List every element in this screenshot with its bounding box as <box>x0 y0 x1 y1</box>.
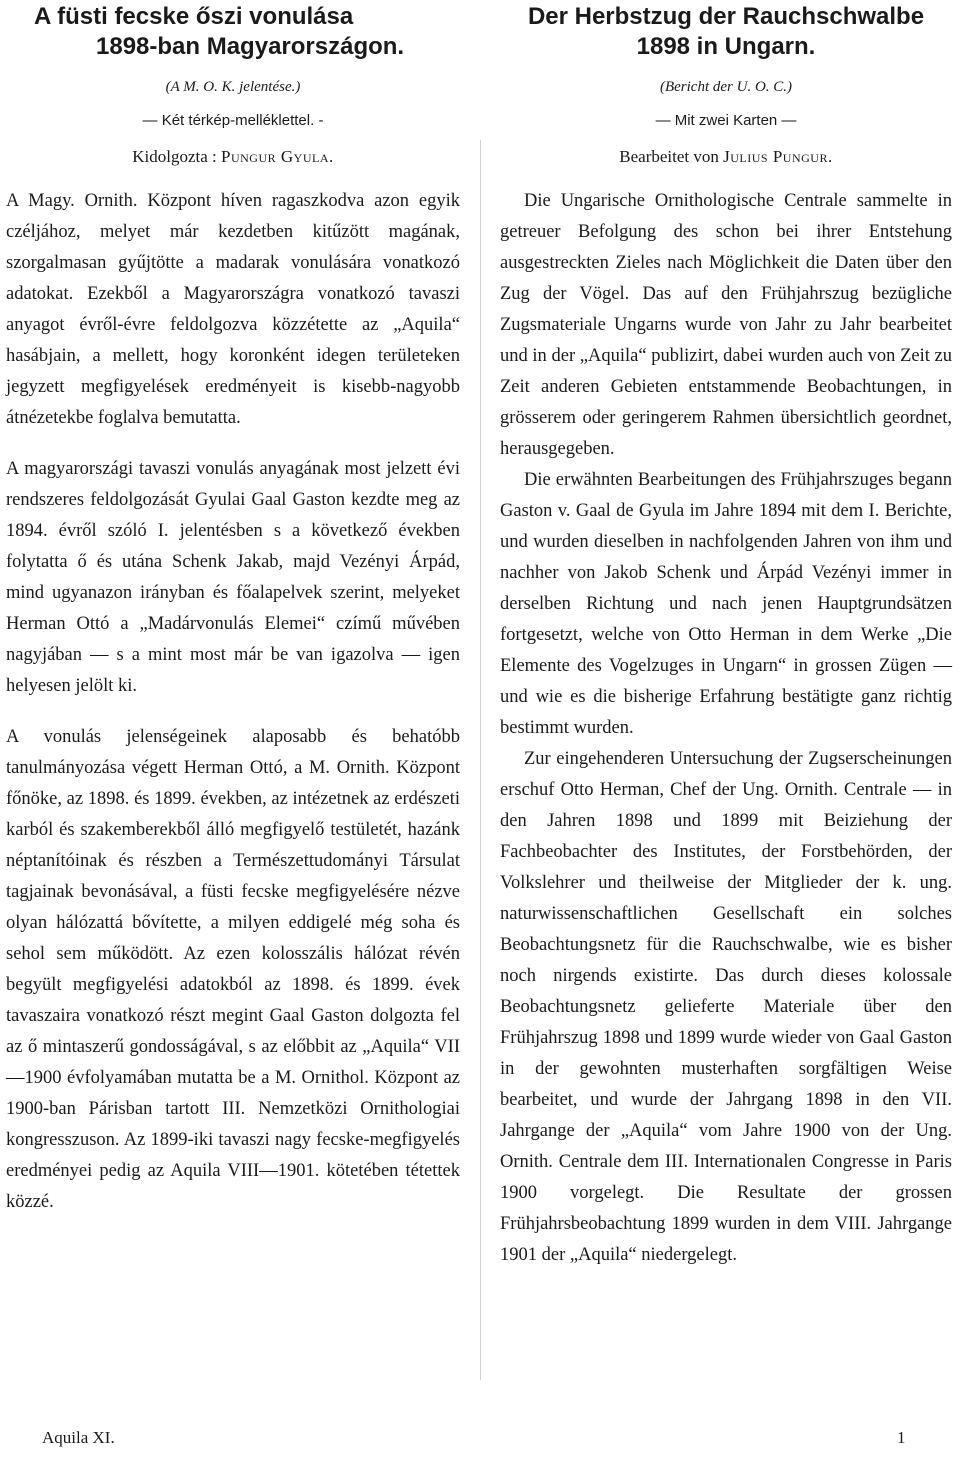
german-report-note: (Bericht der U. O. C.) <box>659 79 793 95</box>
german-title-line-1: Der Herbstzug der Rauchschwalbe <box>527 3 925 30</box>
german-author-line <box>500 146 952 168</box>
hungarian-author-line <box>6 146 460 168</box>
hungarian-report-note: (A M. O. K. jelentése.) <box>165 79 301 95</box>
hungarian-paragraph-1: A Magy. Ornith. Központ híven ragaszkodva azon egyik czéljához, melyet már kezdetben kitűzött magának, szorgalmasan gyűjtötte a madarak vonulására vonatkozó adatokat. Ezekből a Magyarországra vonatkozó tavaszi anyagot évről-évre feldolgozva közzétette az „Aquila“ hasábjain, a mellett, hogy koronként idegen területeken jegyzett megfigyelések eredményeit is kisebb-nagyobb átnézetekbe foglalva bemutatta. <box>6 191 460 428</box>
hungarian-author-name: Pungur Gyula. <box>221 147 334 166</box>
german-paragraph-1: Die Ungarische Ornithologische Centrale sammelte in getreuer Befolgung des schon bei ihrer Entstehung ausgestreckten Zieles nach Möglichkeit die Daten über den Zug der Vögel. Das auf den Frühjahrszug bezügliche Zugsmateriale Ungarns wurde von Jahr zu Jahr bearbeitet und in der „Aquila“ publizirt, dabei wurden auch von Zeit zu Zeit anderen Gebieten entstammende Beobachtungen, in grösserem oder geringerem Rahmen übersichtlich geordnet, herausgegeben. <box>500 191 952 459</box>
german-author-name: Julius Pungur. <box>723 147 833 166</box>
hungarian-title-line-1: A füsti fecske őszi vonulása <box>34 3 354 30</box>
hungarian-maps-note: — Két térkép-melléklettel. - <box>142 112 324 129</box>
german-paragraph-3: Zur eingehenderen Untersuchung der Zugserscheinungen erschuf Otto Herman, Chef der Ung. Ornith. Centrale — in den Jahren 1898 und 1899 mit Beiziehung der Fachbeobachter des Institutes, der Forstbehörden, der Volkslehrer und theilweise der Mitglieder der k. ung. naturwissenschaftlichen Gesellschaft ein solches Beobachtungsnetz für die Rauchschwalbe, wie es bisher noch nirgends existirte. Das durch dieses kolossale Beobachtungsnetz gelieferte Materiale über den Frühjahrszug 1898 und 1899 wurde wieder von Gaal Gaston in der gewohnten musterhaften sorgfältigen Weise bearbeitet, und wurde der Jahrgang 1898 in den VII. Jahrgange der „Aquila“ vom Jahre 1900 von der Ung. Ornith. Centrale dem III. Internationalen Congresse in Paris 1900 vorgelegt. Die Resultate der grossen Frühjahrsbeobachtung 1899 wurden in dem VIII. Jahrgange 1901 der „Aquila“ niedergelegt. <box>500 749 952 1265</box>
column-divider <box>480 140 481 1380</box>
footer-volume: Aquila XI. <box>42 1428 115 1447</box>
german-body <box>500 186 952 1271</box>
german-title-line-2: 1898 in Ungarn. <box>636 33 816 60</box>
hungarian-column <box>6 0 460 1218</box>
german-author-prefix: Bearbeitet von <box>619 147 719 166</box>
german-maps-note: — Mit zwei Karten — <box>655 112 797 129</box>
german-column <box>500 0 952 1271</box>
hungarian-body <box>6 186 460 1218</box>
hungarian-paragraph-3: A vonulás jelenségeinek alaposabb és behatóbb tanulmányozása végett Herman Ottó, a M. Ornith. Központ főnöke, az 1898. és 1899. években, az intézetnek az erdészeti karból és szakemberekből álló megfigyelő testületét, hazánk néptanítóinak és részben a Természettudományi Társulat tagjainak bevonásával, a füsti fecske megfigyelésére nézve olyan hálózattá bővítette, a milyen eddigelé még soha és sehol sem működött. Az ezen kolosszális hálózat révén begyült megfigyelési adatokból az 1898. és 1899. évek tavaszaira vonatkozó részt megint Gaal Gaston dolgozta fel az ő mintaszerű gondosságával, s az előbbit az „Aquila“ VII—1900 évfolyamában mutatta be a M. Ornithol. Központ az 1900-ban Párisban tartott III. Nemzetközi Ornithologiai kongresszuson. Az 1899-iki tavaszi nagy fecske-megfigyelés eredményei pedig az Aquila VIII—1901. kötetében tétettek közzé. <box>6 727 460 1212</box>
footer-page-number: 1 <box>897 1428 906 1447</box>
hungarian-paragraph-2: A magyarországi tavaszi vonulás anyagának most jelzett évi rendszeres feldolgozását Gyulai Gaal Gaston kezdte meg az 1894. évről szóló I. jelentésben s a következő években folytatta ő és utána Schenk Jakab, majd Vezényi Árpád, mind ugyanazon irányban és főalapelvek szerint, melyeket Herman Ottó a „Madárvonulás Elemei“ czímű művében nagyjában — s a mint most már be van igazolva — igen helyesen jelölt ki. <box>6 459 460 696</box>
hungarian-title-line-2: 1898-ban Magyarországon. <box>96 33 405 60</box>
hungarian-author-prefix: Kidolgozta : <box>132 147 217 166</box>
german-paragraph-2: Die erwähnten Bearbeitungen des Frühjahrszuges begann Gaston v. Gaal de Gyula im Jahre 1894 mit dem I. Berichte, und wurden dieselben in nachfolgenden Jahren von ihm und nachher von Jakob Schenk und Árpád Vezényi immer in derselben Richtung und nach jenen Hauptgrundsätzen fortgesetzt, welche von Otto Herman in dem Werke „Die Elemente des Vogelzuges in Ungarn“ in grossen Zügen — und wie es die bisherige Erfahrung bestätigte ganz richtig bestimmt wurden. <box>500 470 952 738</box>
